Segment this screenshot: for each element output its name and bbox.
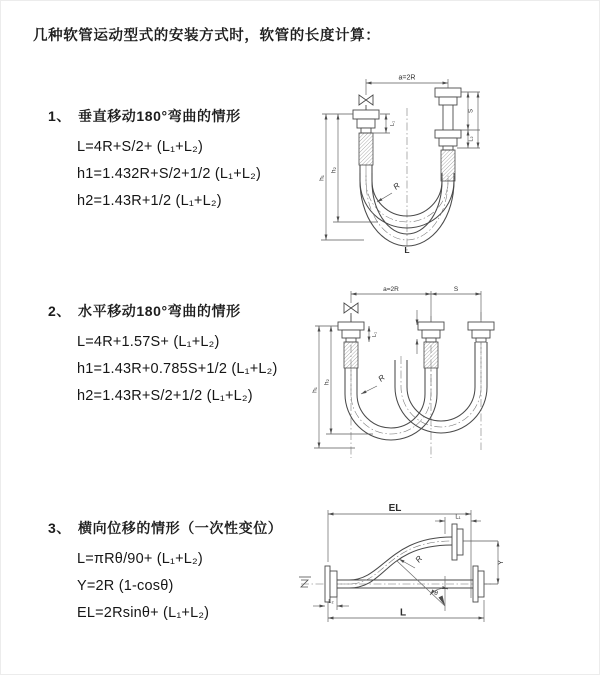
braided-hose-section	[359, 133, 373, 165]
section-1	[48, 106, 261, 215]
dim-label-s: S	[468, 108, 475, 114]
radius-label: R	[376, 372, 387, 384]
dim-label-h2: h₂	[330, 166, 338, 174]
dim-label-l1: L₁	[372, 332, 378, 337]
right-end-fitting	[435, 88, 461, 181]
braided-hose-section	[441, 150, 455, 181]
middle-end-fitting	[418, 322, 444, 368]
formula-L: L=4R+S/2+ (L₁+L₂)	[77, 139, 203, 155]
formula-h2: h2=1.43R+S/2+1/2 (L₁+L₂)	[77, 388, 253, 404]
centerline-symbol	[299, 577, 311, 587]
section-3-heading	[48, 518, 282, 538]
dimension-lines	[312, 286, 482, 448]
diagram-vertical-bend	[306, 66, 586, 256]
hose-u-moved	[395, 338, 487, 433]
dim-label-l1: L₁	[390, 121, 396, 126]
radius-label: R	[391, 180, 402, 192]
dim-label-l2: L₂	[468, 136, 475, 142]
braided-hose-section	[344, 342, 358, 368]
section-3-formulas	[48, 546, 282, 627]
dim-label-h2: h₂	[323, 378, 331, 386]
dimension-lines	[313, 503, 505, 622]
dim-label-l1: L₁	[455, 514, 461, 521]
angle-label: θ	[434, 590, 438, 597]
formula-h2: h2=1.43R+1/2 (L₁+L₂)	[77, 193, 222, 209]
dim-label-a2r: a=2R	[383, 286, 399, 293]
valve-icon	[344, 303, 358, 313]
section-heading-text: 垂直移动180°弯曲的情形	[78, 108, 241, 124]
right-flange	[473, 566, 484, 602]
dim-label-s: S	[453, 286, 459, 293]
center-line	[351, 312, 481, 458]
dim-label-h1: h₁	[318, 175, 326, 181]
dim-label-el: EL	[388, 503, 402, 514]
diagram-lateral-displacement	[295, 498, 595, 653]
left-end-fitting	[353, 95, 379, 165]
section-1-formulas	[48, 134, 261, 215]
section-number: 2、	[48, 303, 71, 319]
dim-label-a2r: a=2R	[398, 74, 416, 82]
length-label: L	[404, 245, 410, 255]
section-2-formulas	[48, 329, 278, 410]
left-end-fitting	[338, 303, 364, 368]
dim-label-l2: L₂	[328, 599, 334, 605]
upper-flange	[452, 524, 463, 560]
section-heading-text: 横向位移的情形（一次性变位）	[78, 520, 283, 536]
right-end-fitting	[468, 322, 494, 342]
page-title: 几种软管运动型式的安装方式时，软管的长度计算：	[33, 28, 381, 44]
dim-label-L: L	[399, 607, 407, 619]
radius-label: R	[413, 554, 425, 565]
section-number: 1、	[48, 108, 71, 124]
section-number: 3、	[48, 520, 71, 536]
section-2	[48, 301, 278, 410]
section-1-heading	[48, 106, 261, 126]
formula-h1: h1=1.43R+0.785S+1/2 (L₁+L₂)	[77, 361, 278, 377]
section-3	[48, 518, 282, 627]
formula-L: L=πRθ/90+ (L₁+L₂)	[77, 551, 203, 567]
section-heading-text: 水平移动180°弯曲的情形	[78, 303, 241, 319]
diagram-horizontal-bend	[303, 282, 593, 464]
braided-hose-section	[424, 342, 438, 368]
valve-icon	[359, 95, 373, 105]
angle-construction	[397, 561, 448, 611]
left-flange	[325, 566, 337, 602]
formula-L: L=4R+1.57S+ (L₁+L₂)	[77, 334, 220, 350]
formula-Y: Y=2R (1-cosθ)	[77, 578, 174, 594]
formula-EL: EL=2Rsinθ+ (L₁+L₂)	[77, 605, 210, 621]
section-2-heading	[48, 301, 278, 321]
dim-label-y: Y	[498, 560, 505, 565]
formula-h1: h1=1.432R+S/2+1/2 (L₁+L₂)	[77, 166, 262, 182]
dim-label-h1: h₁	[311, 387, 319, 393]
